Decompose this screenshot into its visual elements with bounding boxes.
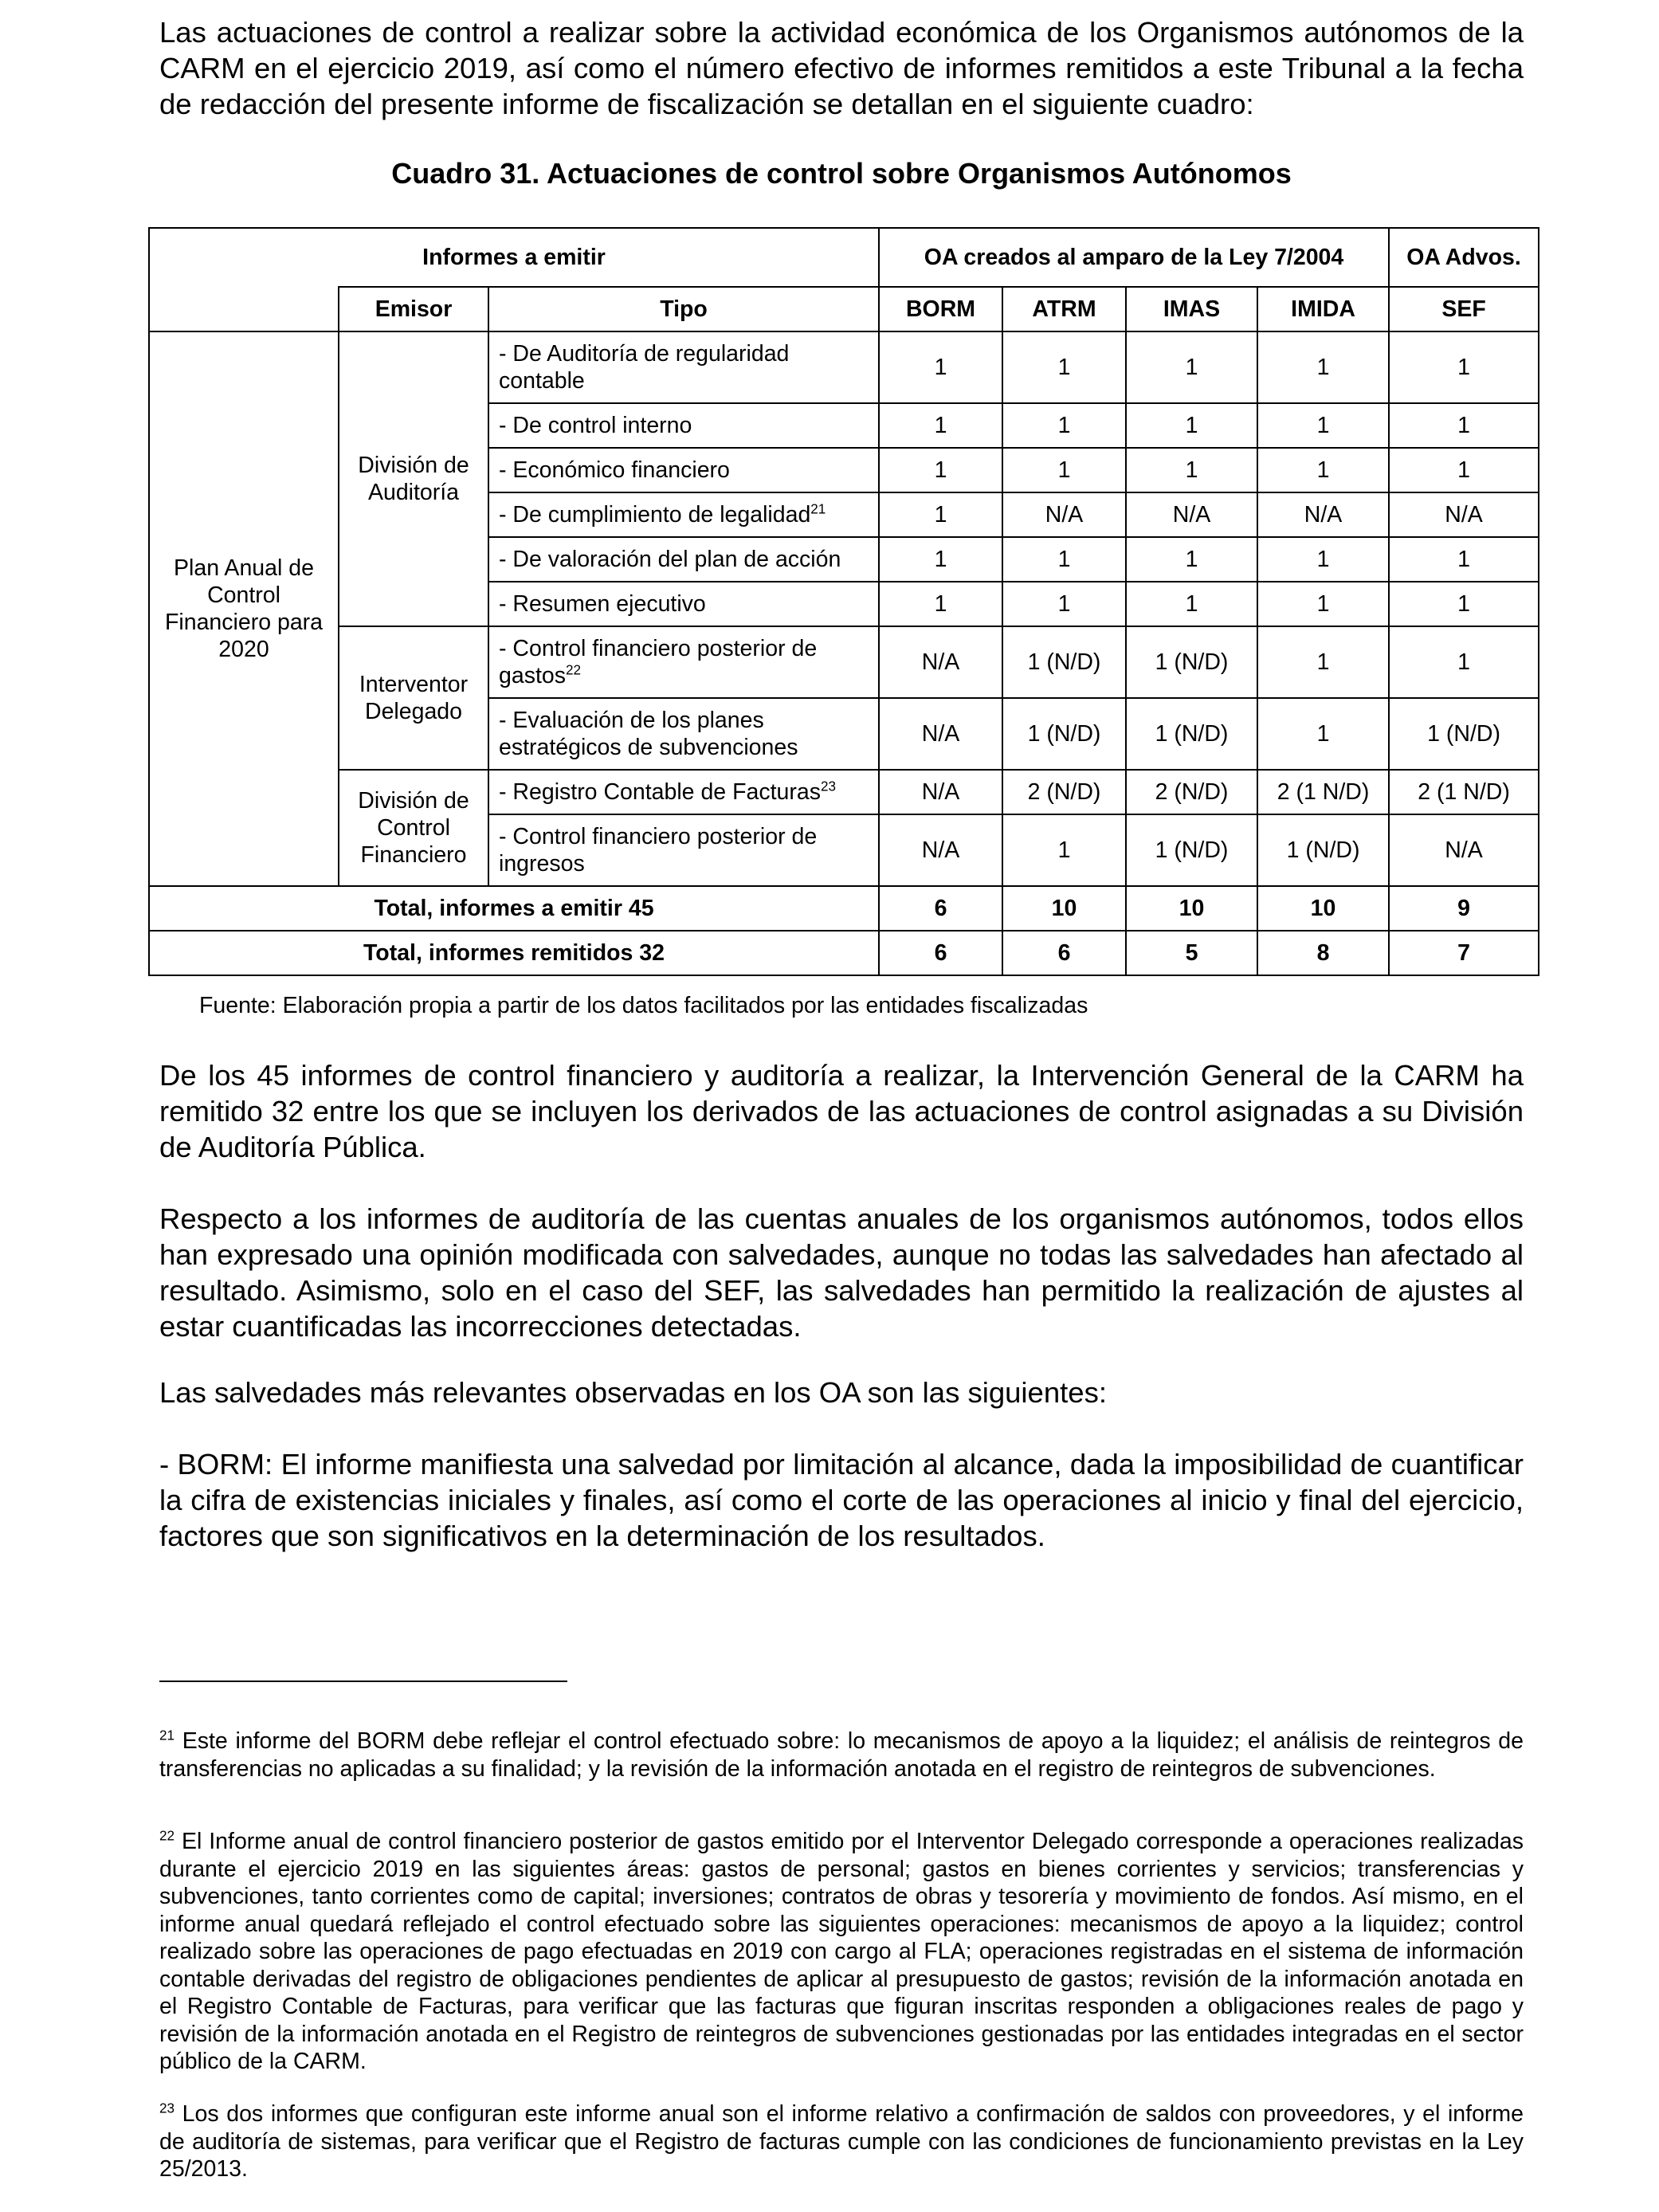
value-imida: N/A — [1257, 492, 1389, 537]
value-borm: N/A — [879, 626, 1002, 698]
value-sef: 1 — [1389, 626, 1539, 698]
value-imida: 1 — [1257, 582, 1389, 626]
value-imas: 2 (N/D) — [1126, 770, 1257, 814]
tipo-cell: - De Auditoría de regularidad contable — [488, 331, 879, 403]
value-imas: 1 — [1126, 331, 1257, 403]
value-imida: 1 — [1257, 331, 1389, 403]
total-borm: 6 — [879, 886, 1002, 931]
value-imida: 1 — [1257, 448, 1389, 492]
value-atrm: 1 — [1002, 331, 1126, 403]
header-emisor: Emisor — [339, 287, 488, 331]
value-sef: N/A — [1389, 492, 1539, 537]
total-row-emitir — [149, 886, 1539, 931]
value-atrm: N/A — [1002, 492, 1126, 537]
tipo-cell: - De valoración del plan de acción — [488, 537, 879, 582]
value-sef: 1 (N/D) — [1389, 698, 1539, 770]
table-caption: Cuadro 31. Actuaciones de control sobre Organismos Autónomos — [391, 157, 1292, 190]
total-atrm: 10 — [1002, 886, 1126, 931]
footnote-22: $^{22}$ El Informe anual de control financiero posterior de gastos emitido por el Interventor Delegado corresponde a operaciones realizadas durante el ejercicio 2019 en las siguientes áreas: gastos de personal; gastos en bienes corrientes y servicios; transferencias y subvenciones, tanto corrientes como de capital; inversiones; contratos de obras y tesorería y movimiento de fondos. Así mismo, en el informe anual quedará reflejado el control efectuado sobre las siguientes operaciones: mecanismos de apoyo a la liquidez; control realizado sobre las operaciones de pago efectuadas en 2019 con cargo al FLA; operaciones registradas en el sistema de información contable derivadas del registro de obligaciones pendientes de aplicar al presupuesto de gastos; revisión de la información anotada en el Registro Contable de Facturas, para verificar que las facturas que figuran inscritas responden a obligaciones reales de pago y revisión de la información anotada en el Registro de reintegros de subvenciones gestionadas por las entidades integradas en el sector público de la CARM. — [159, 1828, 1524, 2074]
value-borm: 1 — [879, 448, 1002, 492]
value-imida: 1 — [1257, 698, 1389, 770]
emisor-division-control: División de Control Financiero — [339, 770, 488, 886]
footnote-21: $^{21}$ Este informe del BORM debe reflejar el control efectuado sobre: lo mecanismos de apoyo a la liquidez; el análisis de reintegros de transferencias no aplicadas a su finalidad; y la revisión de la información anotada en el registro de reintegros de subvenciones. — [159, 1728, 1524, 1782]
value-sef: 2 (1 N/D) — [1389, 770, 1539, 814]
tipo-cell: - Evaluación de los planes estratégicos de subvenciones — [488, 698, 879, 770]
tipo-cell: - De control interno — [488, 403, 879, 448]
tipo-cell: - Control financiero posterior de gastos$^{22}$ — [488, 626, 879, 698]
value-atrm: 1 — [1002, 582, 1126, 626]
emisor-division-auditoria: División de Auditoría — [339, 331, 488, 626]
header-tipo: Tipo — [488, 287, 879, 331]
tipo-cell: - De cumplimiento de legalidad$^{21}$ — [488, 492, 879, 537]
total-imida: 10 — [1257, 886, 1389, 931]
header-sef: SEF — [1389, 287, 1539, 331]
value-borm: 1 — [879, 331, 1002, 403]
value-atrm: 2 (N/D) — [1002, 770, 1126, 814]
total-imas: 5 — [1126, 931, 1257, 975]
body-paragraph-1: De los 45 informes de control financiero y auditoría a realizar, la Intervención General de la CARM ha remitido 32 entre los que se incluyen los derivados de las actuaciones de control asignadas a su División de Auditoría Pública. — [159, 1059, 1524, 1163]
value-borm: N/A — [879, 770, 1002, 814]
value-sef: 1 — [1389, 448, 1539, 492]
header-oa-ley: OA creados al amparo de la Ley 7/2004 — [879, 228, 1389, 287]
header-imida: IMIDA — [1257, 287, 1389, 331]
total-imas: 10 — [1126, 886, 1257, 931]
value-borm: N/A — [879, 698, 1002, 770]
value-imas: 1 — [1126, 537, 1257, 582]
value-imas: N/A — [1126, 492, 1257, 537]
value-atrm: 1 — [1002, 403, 1126, 448]
total-row-remitidos — [149, 931, 1539, 975]
total-sef: 9 — [1389, 886, 1539, 931]
plan-cell: Plan Anual de Control Financiero para 2020 — [149, 331, 339, 886]
table-row — [149, 331, 1539, 403]
body-paragraph-3: Las salvedades más relevantes observadas en los OA son las siguientes: — [159, 1376, 1107, 1409]
header-empty — [149, 287, 339, 331]
intro-paragraph: Las actuaciones de control a realizar sobre la actividad económica de los Organismos autónomos de la CARM en el ejercicio 2019, así como el número efectivo de informes remitidos a este Tribunal a la fecha de redacción del presente informe de fiscalización se detallan en el siguiente cuadro: — [159, 16, 1524, 120]
value-borm: 1 — [879, 537, 1002, 582]
header-atrm: ATRM — [1002, 287, 1126, 331]
value-borm: 1 — [879, 582, 1002, 626]
value-sef: 1 — [1389, 331, 1539, 403]
value-imas: 1 (N/D) — [1126, 814, 1257, 886]
value-imas: 1 — [1126, 582, 1257, 626]
emisor-interventor-delegado: Interventor Delegado — [339, 626, 488, 770]
total-sef: 7 — [1389, 931, 1539, 975]
value-imas: 1 (N/D) — [1126, 626, 1257, 698]
tipo-cell: - Resumen ejecutivo — [488, 582, 879, 626]
value-atrm: 1 (N/D) — [1002, 698, 1126, 770]
value-imas: 1 — [1126, 403, 1257, 448]
header-borm: BORM — [879, 287, 1002, 331]
value-imida: 2 (1 N/D) — [1257, 770, 1389, 814]
total-atrm: 6 — [1002, 931, 1126, 975]
value-imida: 1 — [1257, 537, 1389, 582]
value-borm: N/A — [879, 814, 1002, 886]
header-oa-advos: OA Advos. — [1389, 228, 1539, 287]
tipo-cell: - Control financiero posterior de ingresos — [488, 814, 879, 886]
total-label: Total, informes a emitir 45 — [149, 886, 879, 931]
header-imas: IMAS — [1126, 287, 1257, 331]
value-sef: 1 — [1389, 537, 1539, 582]
footnote-23: $^{23}$ Los dos informes que configuran este informe anual son el informe relativo a confirmación de saldos con proveedores, y el informe de auditoría de sistemas, para verificar que el Registro de facturas cumple con las condiciones de funcionamiento previstas en la Ley 25/2013. — [159, 2100, 1524, 2182]
value-atrm: 1 — [1002, 814, 1126, 886]
total-label: Total, informes remitidos 32 — [149, 931, 879, 975]
value-sef: 1 — [1389, 403, 1539, 448]
value-imas: 1 — [1126, 448, 1257, 492]
table-header-row-1 — [149, 228, 1539, 287]
body-paragraph-2: Respecto a los informes de auditoría de las cuentas anuales de los organismos autónomos, todos ellos han expresado una opinión modificada con salvedades, aunque no todas las salvedades han afectado al resultado. Asimismo, solo en el caso del SEF, las salvedades han permitido la realización de ajustes al estar cuantificadas las incorrecciones detectadas. — [159, 1202, 1524, 1343]
body-paragraph-4: - BORM: El informe manifiesta una salvedad por limitación al alcance, dada la imposibilidad de cuantificar la cifra de existencias iniciales y finales, así como el corte de las operaciones al inicio y final del ejercicio, factores que son significativos en la determinación de los resultados. — [159, 1448, 1524, 1552]
total-borm: 6 — [879, 931, 1002, 975]
value-sef: N/A — [1389, 814, 1539, 886]
footnote-separator — [159, 1681, 567, 1682]
value-sef: 1 — [1389, 582, 1539, 626]
value-imida: 1 — [1257, 403, 1389, 448]
value-atrm: 1 — [1002, 448, 1126, 492]
value-atrm: 1 (N/D) — [1002, 626, 1126, 698]
value-borm: 1 — [879, 403, 1002, 448]
tipo-cell: - Registro Contable de Facturas$^{23}$ — [488, 770, 879, 814]
header-informes: Informes a emitir — [149, 228, 879, 287]
value-atrm: 1 — [1002, 537, 1126, 582]
table-row — [149, 626, 1539, 698]
total-imida: 8 — [1257, 931, 1389, 975]
table-source: Fuente: Elaboración propia a partir de los datos facilitados por las entidades fiscalizadas — [199, 993, 1088, 1018]
table-header-row-2 — [149, 287, 1539, 331]
tipo-cell: - Económico financiero — [488, 448, 879, 492]
value-imas: 1 (N/D) — [1126, 698, 1257, 770]
value-borm: 1 — [879, 492, 1002, 537]
value-imida: 1 (N/D) — [1257, 814, 1389, 886]
control-table — [148, 227, 1539, 976]
table-row — [149, 770, 1539, 814]
value-imida: 1 — [1257, 626, 1389, 698]
